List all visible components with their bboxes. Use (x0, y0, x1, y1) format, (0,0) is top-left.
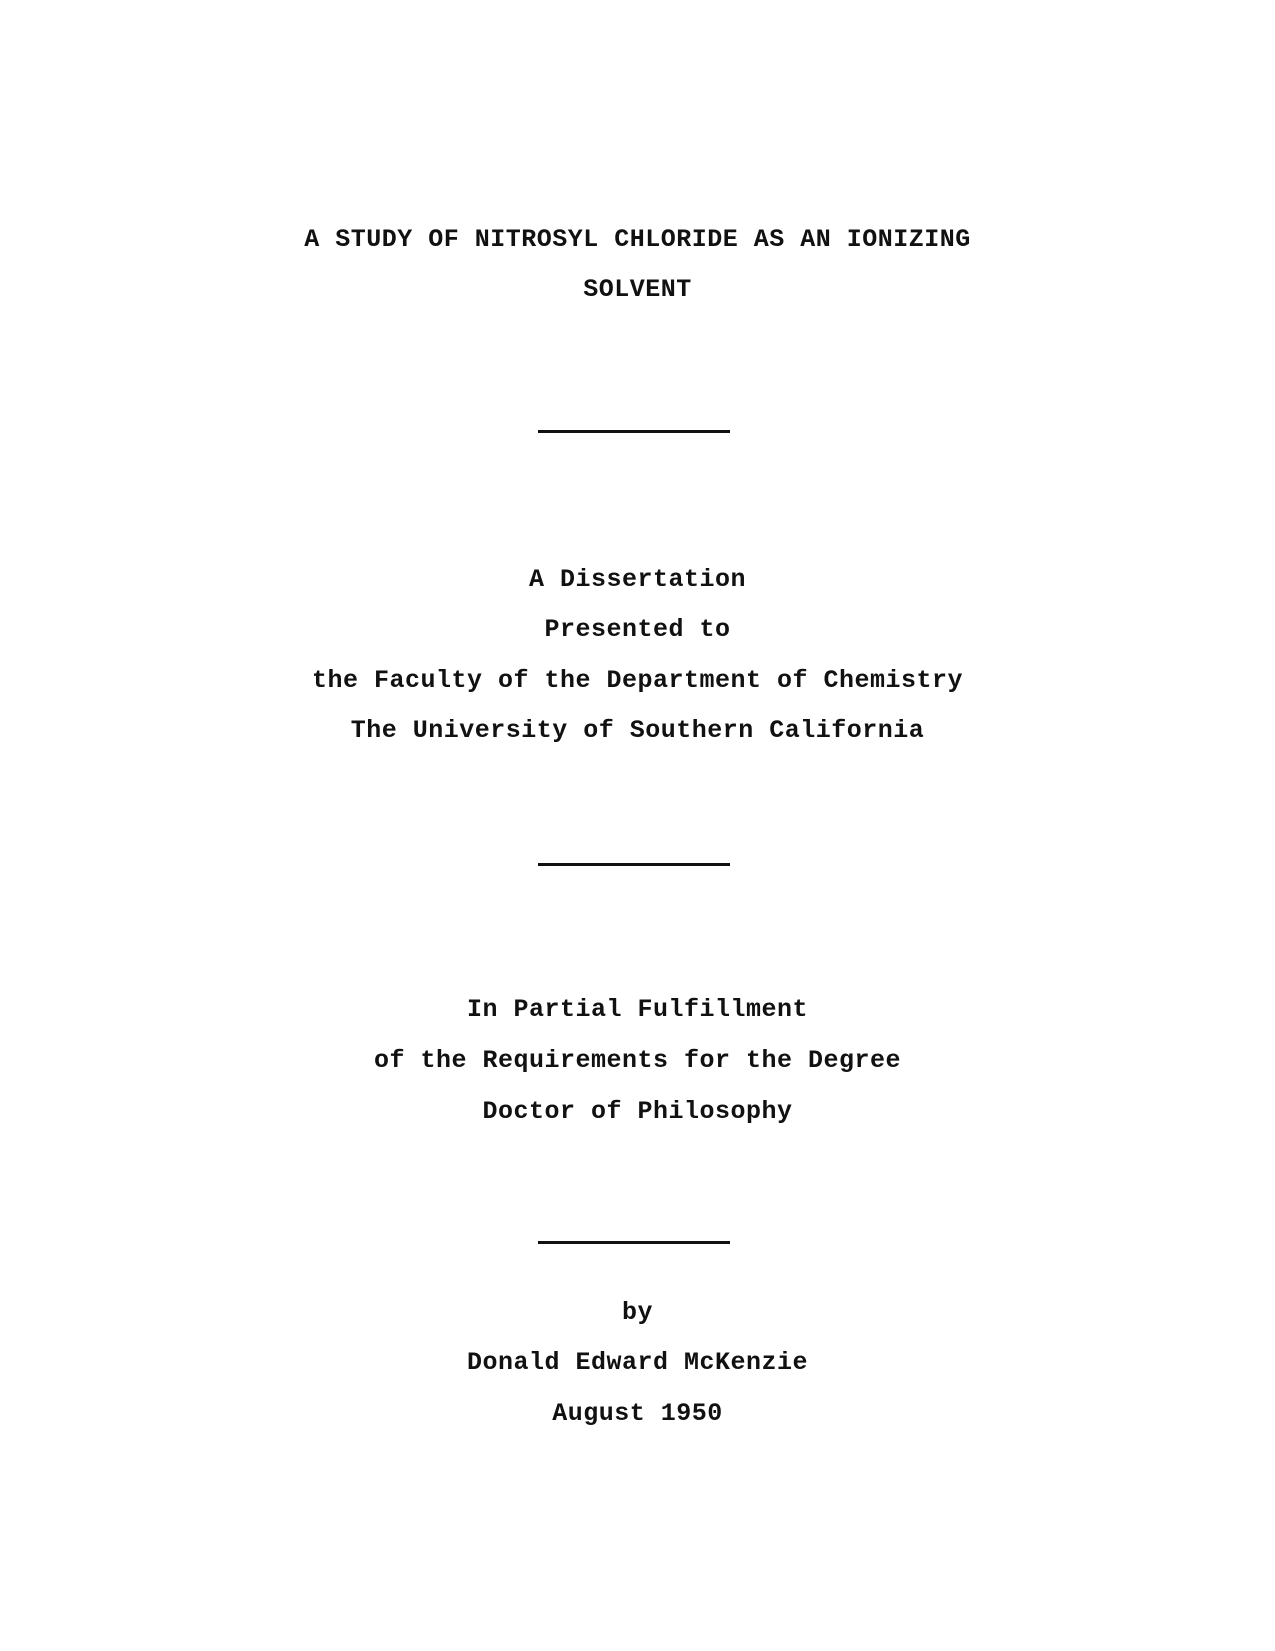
author-name: Donald Edward McKenzie (466, 1348, 809, 1377)
department: the Faculty of the Department of Chemistry (311, 666, 964, 695)
requirements: of the Requirements for the Degree (373, 1046, 902, 1075)
by-label: by (621, 1298, 653, 1327)
divider-rule-3 (538, 1241, 730, 1244)
university: The University of Southern California (350, 716, 925, 745)
presented-to: Presented to (544, 615, 731, 644)
divider-rule-2 (538, 863, 730, 866)
divider-rule-1 (538, 430, 730, 433)
dissertation-title-line-2: SOLVENT (583, 275, 692, 304)
dissertation-type: A Dissertation (528, 565, 747, 594)
dissertation-title-line-1: A STUDY OF NITROSYL CHLORIDE AS AN IONIZING (304, 225, 971, 254)
degree: Doctor of Philosophy (482, 1097, 793, 1126)
partial-fulfillment: In Partial Fulfillment (466, 995, 809, 1024)
submission-date: August 1950 (552, 1399, 723, 1428)
